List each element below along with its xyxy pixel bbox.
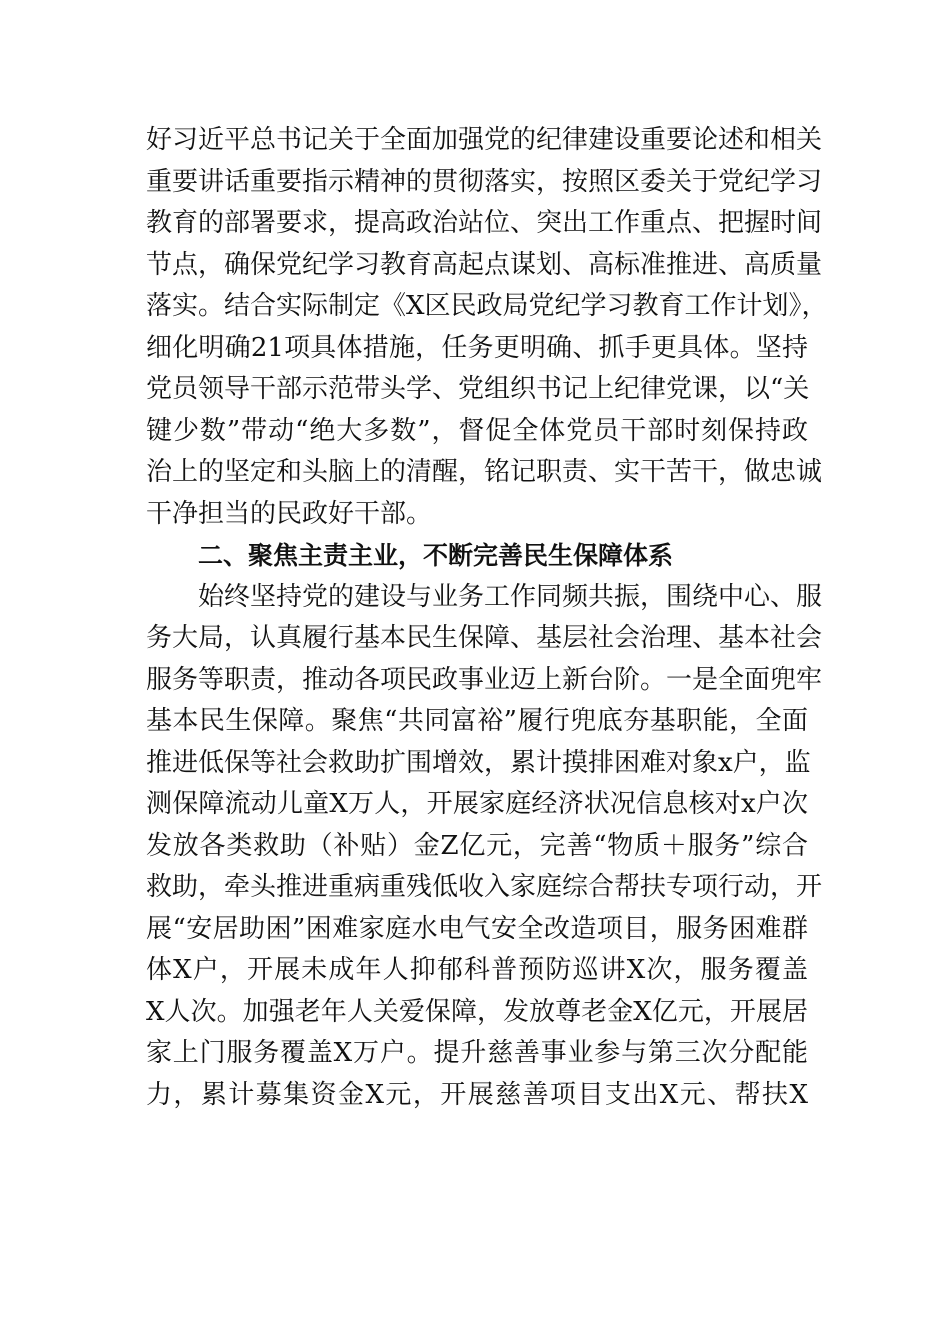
paragraph-line: 测保障流动儿童X万人，开展家庭经济状况信息核对x户次	[146, 789, 808, 819]
paragraph-line: 干净担当的民政好干部。	[146, 498, 433, 529]
paragraph-line: 体X户，开展未成年人抑郁科普预防巡讲X次，服务覆盖	[146, 955, 808, 985]
paragraph-line: 党员领导干部示范带头学、党组织书记上纪律党课，以“关	[146, 374, 810, 404]
paragraph-line: 力，累计募集资金X元，开展慈善项目支出X元、帮扶X	[146, 1079, 808, 1110]
paragraph-line: 家上门服务覆盖X万户。提升慈善事业参与第三次分配能	[146, 1038, 808, 1068]
paragraph-line: 好习近平总书记关于全面加强党的纪律建设重要论述和相关	[146, 125, 823, 155]
document-body	[146, 120, 828, 1116]
paragraph-line: 治上的坚定和头脑上的清醒，铭记职责、实干苦干，做忠诚	[146, 457, 823, 487]
paragraph-line: 务大局，认真履行基本民生保障、基层社会治理、基本社会	[146, 623, 823, 653]
paragraph-line: 救助，牵头推进重病重残低收入家庭综合帮扶专项行动，开	[146, 872, 823, 902]
paragraph-line: 细化明确21项具体措施，任务更明确、抓手更具体。坚持	[146, 332, 808, 363]
paragraph-line: 键少数”带动“绝大多数”，督促全体党员干部时刻保持政	[146, 415, 808, 446]
paragraph-line: 教育的部署要求，提高政治站位、突出工作重点、把握时间	[146, 208, 823, 238]
paragraph-line: 节点，确保党纪学习教育高起点谋划、高标准推进、高质量	[146, 249, 823, 280]
paragraph-line: 重要讲话重要指示精神的贯彻落实，按照区委关于党纪学习	[146, 166, 823, 197]
paragraph-line: 发放各类救助（补贴）金Z亿元，完善“物质＋服务”综合	[146, 830, 808, 861]
section-heading: 二、聚焦主责主业，不断完善民生保障体系	[198, 541, 674, 570]
paragraph-line: 推进低保等社会救助扩围增效，累计摸排困难对象x户，监	[146, 747, 811, 778]
paragraph-line: 落实。结合实际制定《X区民政局党纪学习教育工作计划》，	[146, 291, 828, 321]
paragraph-line: 始终坚持党的建设与业务工作同频共振，围绕中心、服	[198, 581, 823, 612]
paragraph-line: 展“安居助困”困难家庭水电气安全改造项目，服务困难群	[146, 913, 808, 944]
paragraph-line: X人次。加强老年人关爱保障，发放尊老金X亿元，开展居	[146, 996, 808, 1027]
paragraph-line: 服务等职责，推动各项民政事业迈上新台阶。一是全面兜牢	[146, 664, 823, 695]
paragraph-line: 基本民生保障。聚焦“共同富裕”履行兜底夯基职能，全面	[146, 706, 808, 736]
